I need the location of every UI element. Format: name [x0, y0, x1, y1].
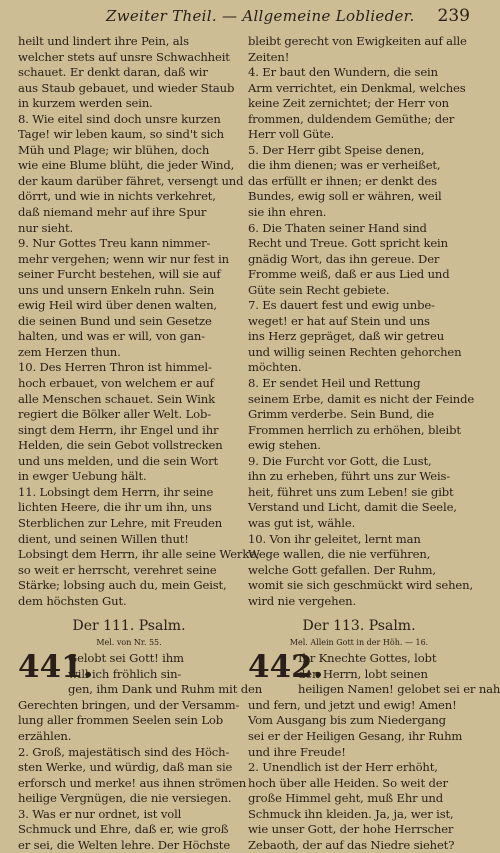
page-number: 239: [437, 6, 470, 26]
text-line: dem höchsten Gut.: [18, 593, 127, 608]
text-line: 6. Die Thaten seiner Hand sind: [248, 220, 427, 235]
hymn-442-start: [248, 649, 500, 698]
text-line: Schmuck und Ehre, daß er, wie groß: [18, 822, 229, 837]
text-line: ewig stehen.: [248, 438, 321, 453]
text-line: Fromme weiß, daß er aus Lied und: [248, 267, 450, 282]
text-line: ins Herz gepräget, daß wir getreu: [248, 329, 445, 344]
text-line: 9. Die Furcht vor Gott, die Lust,: [248, 453, 432, 468]
text-line: hoch erbauet, von welchem er auf: [18, 376, 214, 391]
text-line: gen, ihm Dank und Ruhm mit den: [68, 682, 263, 697]
text-line: womit sie sich geschmückt wird sehen,: [248, 578, 473, 593]
text-line: Verstand und Licht, damit die Seele,: [248, 500, 457, 515]
text-line: dörrt, und wie in nichts verkehret,: [18, 189, 216, 204]
text-line: die ihm dienen; was er verheißet,: [248, 158, 441, 173]
text-line: den Herrn, lobt seinen: [298, 666, 428, 681]
hymn-number-441: 441.: [18, 649, 94, 686]
text-line: daß niemand mehr auf ihre Spur: [18, 205, 207, 220]
text-line: Sterblichen zur Lehre, mit Freuden: [18, 515, 223, 530]
text-line: das erfüllt er ihnen; er denkt des: [248, 173, 437, 188]
text-line: weget! er hat auf Stein und uns: [248, 313, 430, 328]
text-line: Bundes, ewig soll er währen, weil: [248, 189, 442, 204]
text-line: Vom Ausgang bis zum Niedergang: [248, 713, 446, 728]
text-line: er sei, die Welten lehre. Der Höchste: [18, 837, 231, 852]
psalm-heading-111: Der 111. Psalm.: [72, 618, 186, 635]
text-line: zem Herzen thun.: [18, 344, 121, 359]
text-line: welche Gott gefallen. Der Ruhm,: [248, 562, 436, 577]
text-line: seinem Erbe, damit es nicht der Feinde: [248, 391, 475, 406]
melody-note-442: Mel. Allein Gott in der Höh. — 16.: [289, 638, 429, 648]
text-line: 10. Des Herren Thron ist himmel-: [18, 360, 212, 375]
text-line: mehr vergehen; wenn wir nur fest in: [18, 251, 229, 266]
text-line: Herr voll Güte.: [248, 127, 335, 142]
running-title: Zweiter Theil. — Allgemeine Loblieder.: [106, 7, 415, 25]
text-line: seiner Furcht bestehen, will sie auf: [18, 267, 221, 282]
text-line: alle Menschen schauet. Sein Wink: [18, 391, 215, 406]
text-line: sei er der Heiligen Gesang, ihr Ruhm: [248, 728, 463, 743]
hymn-441-start: [18, 649, 263, 698]
text-line: 8. Er sendet Heil und Rettung: [248, 376, 421, 391]
text-line: bleibt gerecht von Ewigkeiten auf alle: [248, 34, 467, 48]
text-line: erzählen.: [18, 728, 72, 743]
hymn-442-text: [248, 698, 470, 853]
text-line: lichten Heere, die ihr um ihn, uns: [18, 500, 212, 515]
text-line: Schmuck ihn kleiden. Ja, ja, wer ist,: [248, 806, 454, 821]
text-line: hoch über alle Heiden. So weit der: [248, 775, 448, 790]
text-line: Stärke; lobsing auch du, mein Geist,: [18, 578, 227, 593]
text-line: Wege wallen, die nie verführen,: [248, 547, 431, 562]
text-line: frommen, duldendem Gemüthe; der: [248, 111, 455, 126]
text-line: der kaum darüber fähret, versengt und: [18, 173, 244, 188]
text-line: wird nie vergehen.: [248, 593, 357, 608]
page-header: [18, 6, 470, 34]
text-line: will ich fröhlich sin-: [68, 666, 182, 681]
text-line: und willig seinen Rechten gehorchen: [248, 344, 462, 359]
text-line: möchten.: [248, 360, 302, 375]
text-line: und ihre Freude!: [248, 744, 346, 759]
text-line: Helden, die sein Gebot vollstrecken: [18, 438, 223, 453]
text-line: heilige Vergnügen, die nie versiegen.: [18, 791, 232, 806]
hymn-441-text: [18, 697, 247, 853]
text-line: und fern, und jetzt und ewig! Amen!: [248, 697, 457, 712]
hymn-442-opening-lines: [298, 651, 500, 698]
left-column: [18, 34, 263, 853]
text-line: welcher stets auf unsre Schwachheit: [18, 49, 230, 64]
text-line: erforsch und merke! aus ihnen strömen: [18, 775, 247, 790]
text-line: gnädig Wort, das ihn gereue. Der: [248, 251, 440, 266]
text-line: große Himmel geht, muß Ehr und: [248, 791, 443, 806]
text-line: wie eine Blume blüht, die jeder Wind,: [18, 158, 235, 173]
text-line: Gelobt sei Gott! ihm: [68, 651, 184, 666]
text-line: wie unser Gott, der hohe Herrscher: [248, 822, 454, 837]
text-line: keine Zeit zernichtet; der Herr von: [248, 96, 449, 111]
text-columns: [18, 34, 500, 853]
melody-note-441: Mel. von Nr. 55.: [96, 638, 162, 648]
text-line: Frommen herrlich zu erhöhen, bleibt: [248, 422, 461, 437]
text-line: schauet. Er denkt daran, daß wir: [18, 65, 208, 80]
right-column: [248, 34, 500, 853]
psalm-heading-113: Der 113. Psalm.: [302, 618, 416, 635]
text-line: die seinen Bund und sein Gesetze: [18, 313, 212, 328]
text-line: Tage! wir leben kaum, so sind't sich: [18, 127, 224, 142]
text-line: sten Werke, und würdig, daß man sie: [18, 760, 233, 775]
text-line: 10. Von ihr geleitet, lernt man: [248, 531, 421, 546]
text-line: heit, führet uns zum Leben! sie gibt: [248, 484, 454, 499]
text-line: Zeiten!: [248, 49, 290, 64]
text-line: Recht und Treue. Gott spricht kein: [248, 236, 448, 251]
text-line: was gut ist, wähle.: [248, 515, 356, 530]
text-line: in ewger Uebung hält.: [18, 469, 147, 484]
text-line: 11. Lobsingt dem Herrn, ihr seine: [18, 484, 214, 499]
text-line: Zebaoth, der auf das Niedre siehet?: [248, 837, 455, 852]
text-line: ewig Heil wird über denen walten,: [18, 298, 217, 313]
text-line: Lobsingt dem Herrn, ihr alle seine Werke;: [18, 547, 260, 562]
text-line: 9. Nur Gottes Treu kann nimmer-: [18, 236, 211, 251]
text-line: regiert die Bölker aller Welt. Lob-: [18, 407, 212, 422]
text-line: 3. Was er nur ordnet, ist voll: [18, 806, 182, 821]
text-line: 5. Der Herr gibt Speise denen,: [248, 142, 425, 157]
text-line: Gerechten bringen, und der Versamm-: [18, 697, 240, 712]
text-line: ihn zu erheben, führt uns zur Weis-: [248, 469, 451, 484]
text-line: 2. Groß, majestätisch sind des Höch-: [18, 744, 230, 759]
text-line: sie ihn ehren.: [248, 205, 327, 220]
text-line: heilt und lindert ihre Pein, als: [18, 34, 189, 48]
right-verses: [248, 34, 475, 609]
text-line: singt dem Herrn, ihr Engel und ihr: [18, 422, 219, 437]
text-line: 4. Er baut den Wundern, die sein: [248, 65, 438, 80]
left-verses: [18, 34, 260, 609]
text-line: aus Staub gebauet, und wieder Staub: [18, 80, 235, 95]
text-line: nur sieht.: [18, 220, 73, 235]
text-line: dient, und seinen Willen thut!: [18, 531, 189, 546]
hymn-number-442: 442.: [248, 649, 324, 686]
text-line: Güte sein Recht gebiete.: [248, 282, 390, 297]
text-line: Arm verrichtet, ein Denkmal, welches: [248, 80, 466, 95]
text-line: 2. Unendlich ist der Herr erhöht,: [248, 760, 438, 775]
text-line: Grimm verderbe. Sein Bund, die: [248, 407, 435, 422]
text-line: Müh und Plage; wir blühen, doch: [18, 142, 210, 157]
text-line: uns und unsern Enkeln ruhn. Sein: [18, 282, 215, 297]
text-line: 7. Es dauert fest und ewig unbe-: [248, 298, 435, 313]
text-line: und uns melden, und die sein Wort: [18, 453, 219, 468]
hymn-441-opening-lines: [68, 651, 262, 698]
text-line: 8. Wie eitel sind doch unsre kurzen: [18, 111, 221, 126]
text-line: halten, und was er will, von gan-: [18, 329, 205, 344]
text-line: so weit er herrscht, verehret seine: [18, 562, 217, 577]
text-line: Ihr Knechte Gottes, lobt: [298, 651, 437, 666]
text-line: lung aller frommen Seelen sein Lob: [18, 713, 224, 728]
text-line: heiligen Namen! gelobet sei er nah: [298, 682, 500, 697]
text-line: in kurzem werden sein.: [18, 96, 153, 111]
